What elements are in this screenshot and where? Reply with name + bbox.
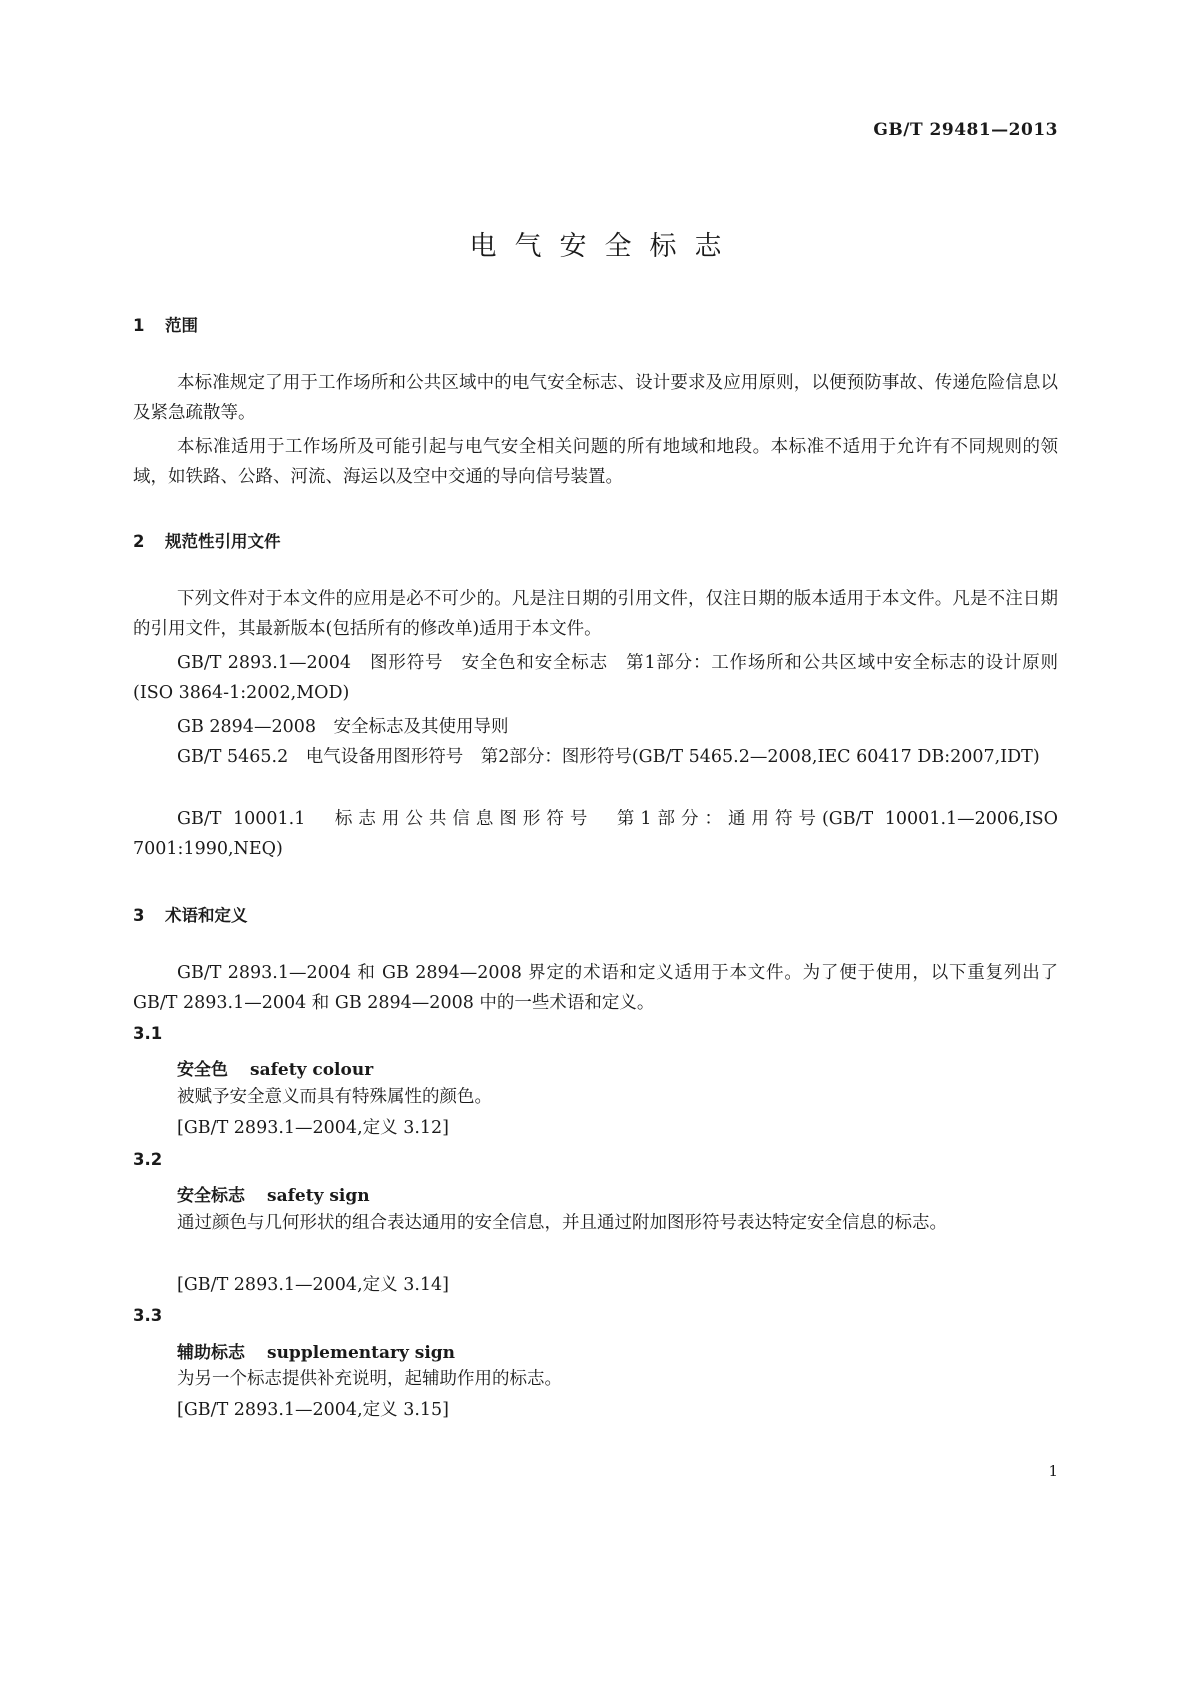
term-number: 3.3 — [133, 1306, 163, 1325]
section-1-paragraph-1: 本标准规定了用于工作场所和公共区域中的电气安全标志、设计要求及应用原则，以便预防事故、传递危险信息以及紧急疏散等。 — [133, 373, 1058, 423]
term-definition: 为另一个标志提供补充说明，起辅助作用的标志。 — [177, 1369, 562, 1389]
reference-item: GB 2894—2008 安全标志及其使用导则 — [177, 717, 509, 737]
term-number: 3.2 — [133, 1150, 163, 1169]
page-number: 1 — [1048, 1462, 1058, 1480]
section-number: 3 — [133, 906, 145, 925]
term-number: 3.1 — [133, 1024, 163, 1043]
term-source: [GB/T 2893.1—2004,定义 3.12] — [177, 1118, 449, 1138]
term-zh: 安全色 — [177, 1060, 228, 1080]
term-en: supplementary sign — [267, 1343, 456, 1363]
reference-item: GB/T 10001.1 标志用公共信息图形符号 第1部分：通用符号(GB/T 10001.1—2006,ISO 7001:1990,NEQ) — [133, 809, 1058, 859]
section-1-heading — [133, 312, 198, 336]
section-title: 规范性引用文件 — [165, 532, 281, 551]
term-zh: 安全标志 — [177, 1186, 245, 1206]
section-title: 术语和定义 — [165, 906, 248, 925]
term-heading — [177, 1181, 370, 1206]
term-definition: 通过颜色与几何形状的组合表达通用的安全信息，并且通过附加图形符号表达特定安全信息的标志。 — [177, 1213, 947, 1233]
document-title: 电气安全标志 — [469, 231, 740, 262]
term-source: [GB/T 2893.1—2004,定义 3.14] — [177, 1275, 449, 1295]
section-2-paragraph-1: 下列文件对于本文件的应用是必不可少的。凡是注日期的引用文件，仅注日期的版本适用于本文件。凡是不注日期的引用文件，其最新版本(包括所有的修改单)适用于本文件。 — [133, 589, 1058, 639]
reference-item: GB/T 2893.1—2004 图形符号 安全色和安全标志 第1部分：工作场所和公共区域中安全标志的设计原则(ISO 3864-1:2002,MOD) — [133, 653, 1058, 703]
term-definition: 被赋予安全意义而具有特殊属性的颜色。 — [177, 1087, 492, 1107]
section-3-paragraph-1: GB/T 2893.1—2004 和 GB 2894—2008 界定的术语和定义适用于本文件。为了便于使用，以下重复列出了 GB/T 2893.1—2004 和 GB 2894—2008 中的一些术语和定义。 — [133, 963, 1058, 1013]
section-number: 2 — [133, 532, 145, 551]
term-heading — [177, 1338, 455, 1363]
section-1-paragraph-2: 本标准适用于工作场所及可能引起与电气安全相关问题的所有地域和地段。本标准不适用于允许有不同规则的领域，如铁路、公路、河流、海运以及空中交通的导向信号装置。 — [133, 437, 1058, 487]
term-zh: 辅助标志 — [177, 1343, 245, 1363]
reference-item: GB/T 5465.2 电气设备用图形符号 第2部分：图形符号(GB/T 5465.2—2008,IEC 60417 DB:2007,IDT) — [177, 747, 1040, 767]
term-heading — [177, 1055, 373, 1080]
section-number: 1 — [133, 316, 145, 335]
section-3-heading — [133, 902, 248, 926]
term-en: safety colour — [250, 1060, 374, 1080]
term-en: safety sign — [267, 1186, 370, 1206]
section-2-heading — [133, 528, 281, 552]
term-source: [GB/T 2893.1—2004,定义 3.15] — [177, 1400, 449, 1420]
section-title: 范围 — [165, 316, 198, 335]
doc-code-header: GB/T 29481—2013 — [873, 120, 1058, 140]
